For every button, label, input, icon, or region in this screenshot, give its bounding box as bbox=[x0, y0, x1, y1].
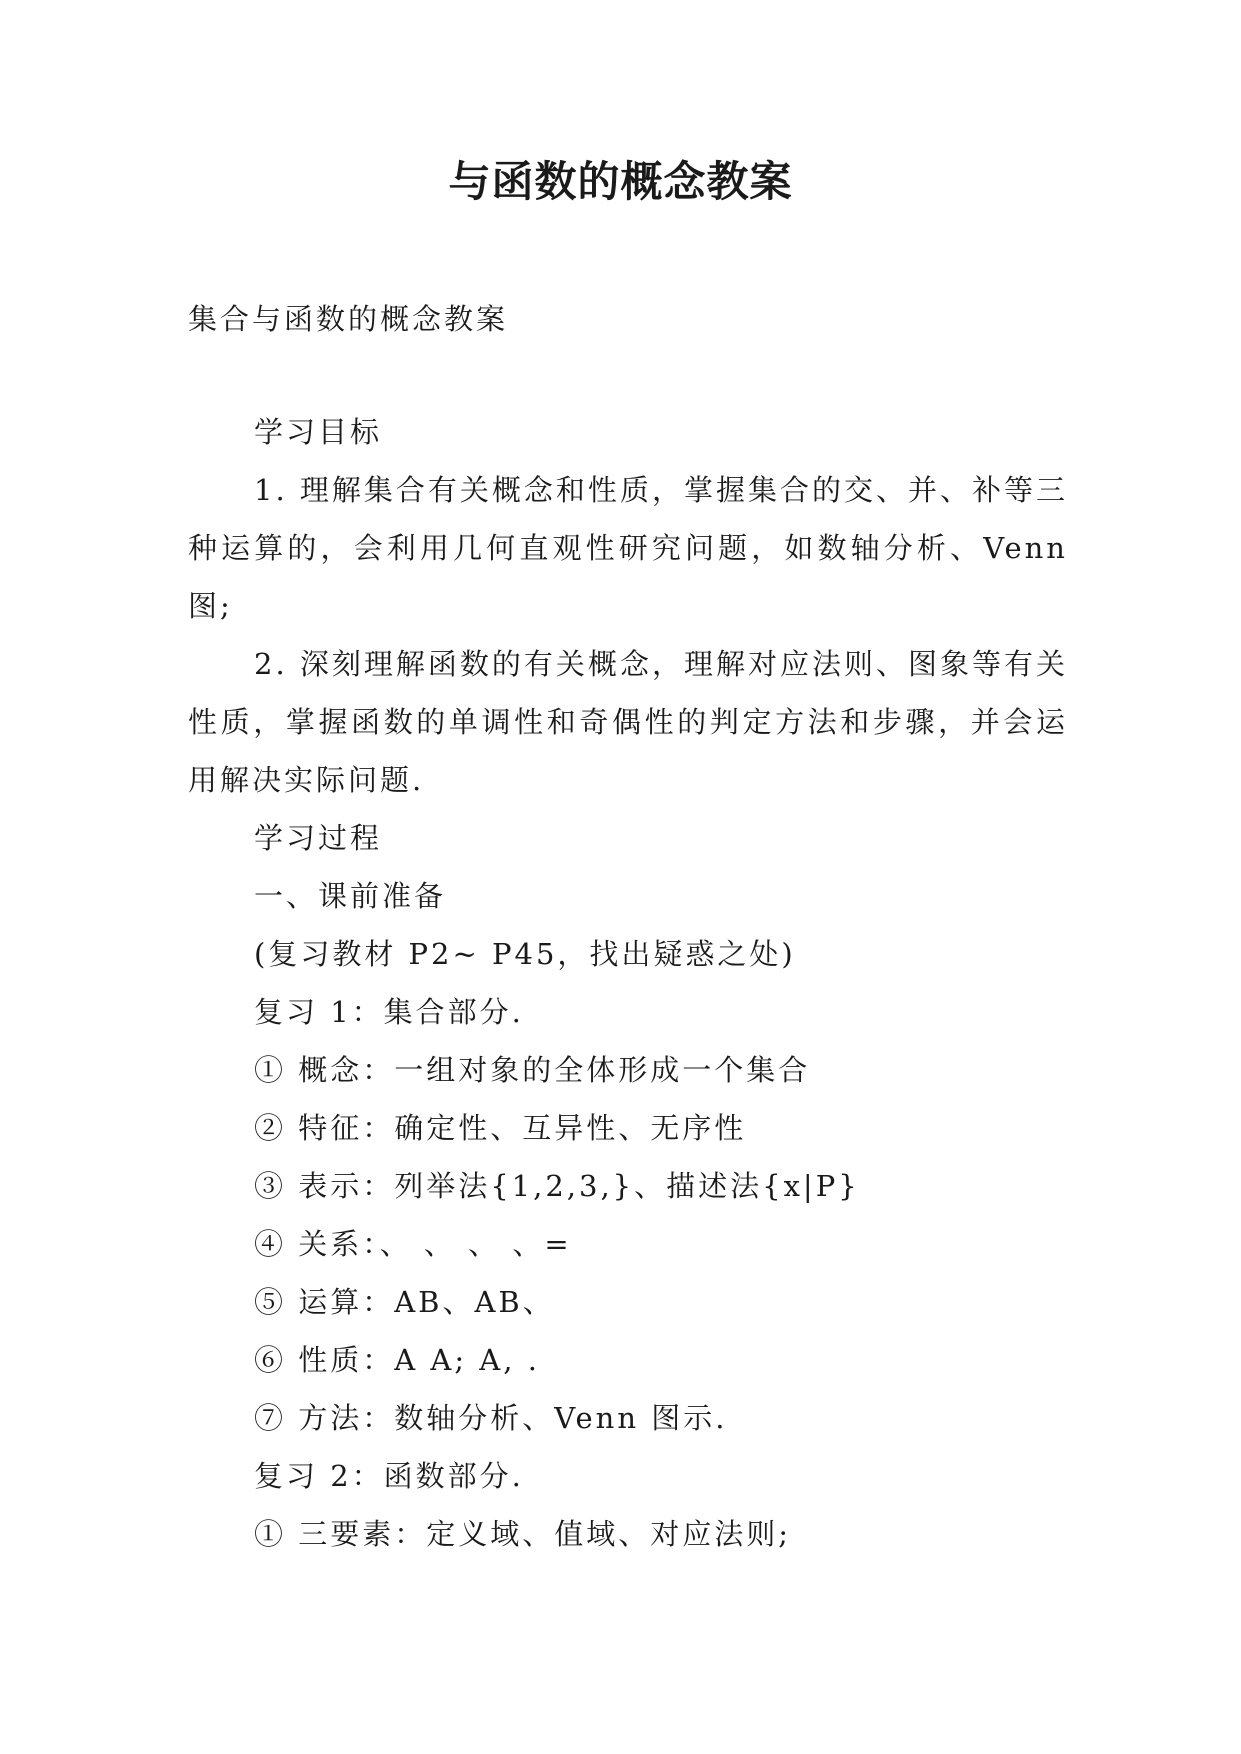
section-heading-process: 学习过程 bbox=[254, 821, 383, 855]
document-body bbox=[188, 403, 1068, 1563]
list-item: ⑦ 方法：数轴分析、Venn 图示. bbox=[254, 1401, 728, 1435]
page-title: 与函数的概念教案 bbox=[448, 157, 793, 206]
objective-item-2: 2. 深刻理解函数的有关概念，理解对应法则、图象等有关性质，掌握函数的单调性和奇偶性的判定方法和步骤，并会运用解决实际问题. bbox=[188, 647, 1068, 797]
list-item: ③ 表示：列举法{1,2,3,}、描述法{x|P} bbox=[254, 1169, 860, 1203]
review-2-heading: 复习 2：函数部分. bbox=[254, 1459, 524, 1493]
subsection-heading-preparation: 一、课前准备 bbox=[254, 879, 447, 913]
objective-item-1: 1. 理解集合有关概念和性质，掌握集合的交、并、补等三种运算的，会利用几何直观性研究问题，如数轴分析、Venn 图; bbox=[188, 473, 1068, 623]
list-item: ⑥ 性质：A A; A, . bbox=[254, 1343, 540, 1377]
review-instruction: (复习教材 P2~ P45，找出疑惑之处) bbox=[254, 937, 796, 971]
list-item: ④ 关系：、 、 、 、= bbox=[254, 1227, 572, 1261]
list-item: ② 特征：确定性、互异性、无序性 bbox=[254, 1111, 747, 1145]
list-item: ① 三要素：定义域、值域、对应法则; bbox=[254, 1517, 791, 1551]
list-item: ① 概念：一组对象的全体形成一个集合 bbox=[254, 1053, 811, 1087]
document-subtitle: 集合与函数的概念教案 bbox=[188, 302, 509, 336]
review-1-heading: 复习 1：集合部分. bbox=[254, 995, 524, 1029]
section-heading-objectives: 学习目标 bbox=[254, 415, 383, 449]
list-item: ⑤ 运算：AB、AB、 bbox=[254, 1285, 555, 1319]
